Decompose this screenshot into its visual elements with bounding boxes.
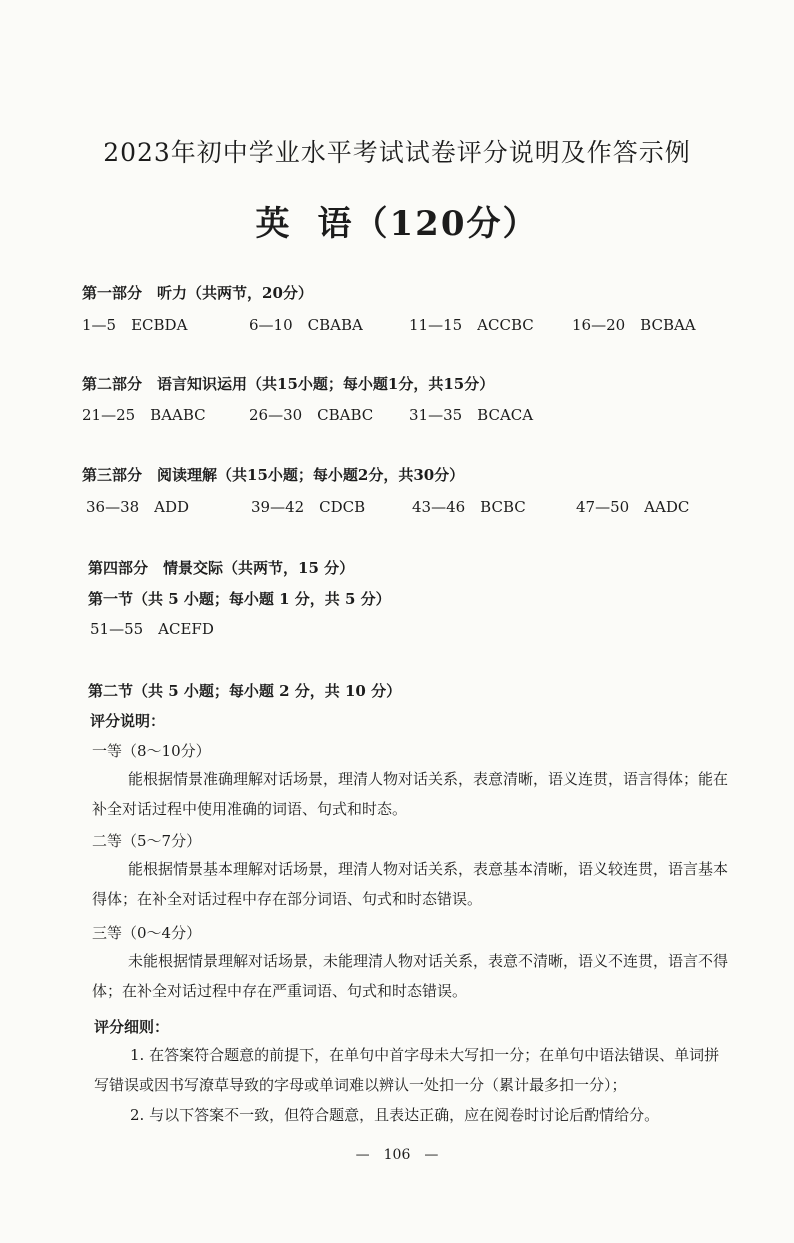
part3-answer-4: 47—50 AADC (576, 498, 690, 516)
part4-section2-heading: 第二节（共 5 小题；每小题 2 分，共 10 分） (88, 682, 402, 700)
part3-answer-2: 39—42 CDCB (251, 498, 366, 516)
subject-char-1: 英 (255, 204, 292, 244)
part1-answer-3: 11—15 ACCBC (409, 316, 534, 334)
part3-answer-3: 43—46 BCBC (412, 498, 526, 516)
part2-answer-1: 21—25 BAABC (82, 406, 206, 424)
part4-heading: 第四部分 情景交际（共两节，15 分） (88, 559, 355, 577)
grade1-text: 能根据情景准确理解对话场景，理清人物对话关系，表意清晰，语义连贯，语言得体；能在补全对话过程中使用准确的词语、句式和时态。 (92, 770, 729, 818)
part4-section1-answer: 51—55 ACEFD (90, 620, 214, 638)
document-title: 2023年初中学业水平考试试卷评分说明及作答示例 (103, 138, 691, 167)
subject-char-2: 语（120分） (317, 204, 539, 244)
part3-heading: 第三部分 阅读理解（共15小题；每小题2分，共30分） (82, 466, 465, 484)
rubric-label: 评分说明： (90, 712, 166, 730)
page-number: — 106 — (355, 1147, 439, 1163)
grade2-label: 二等（5～7分） (92, 832, 202, 850)
part4-section1-heading: 第一节（共 5 小题；每小题 1 分，共 5 分） (88, 590, 391, 608)
part2-answer-3: 31—35 BCACA (409, 406, 534, 424)
grade3-text: 未能根据情景理解对话场景，未能理清人物对话关系，表意不清晰，语义不连贯，语言不得体；在补全对话过程中存在严重词语、句式和时态错误。 (92, 952, 729, 1000)
part1-answer-1: 1—5 ECBDA (82, 316, 188, 334)
part1-answer-4: 16—20 BCBAA (572, 316, 696, 334)
grade1-label: 一等（8～10分） (92, 742, 211, 760)
part3-answer-1: 36—38 ADD (86, 498, 190, 516)
part2-heading: 第二部分 语言知识运用（共15小题；每小题1分，共15分） (82, 375, 495, 393)
part2-answer-2: 26—30 CBABC (249, 406, 374, 424)
part1-heading: 第一部分 听力（共两节，20分） (82, 284, 313, 302)
details-label: 评分细则： (94, 1018, 170, 1036)
grade3-label: 三等（0～4分） (92, 924, 202, 942)
subject-title (0, 196, 794, 245)
grade2-text: 能根据情景基本理解对话场景，理清人物对话关系，表意基本清晰，语义较连贯，语言基本得体；在补全对话过程中存在部分词语、句式和时态错误。 (92, 860, 729, 908)
part1-answer-2: 6—10 CBABA (249, 316, 363, 334)
detail-2: 2. 与以下答案不一致，但符合题意，且表达正确，应在阅卷时讨论后酌情给分。 (130, 1106, 660, 1124)
detail-1: 1. 在答案符合题意的前提下，在单句中首字母未大写扣一分；在单句中语法错误、单词拼写错误或因书写潦草导致的字母或单词难以辨认一处扣一分（累计最多扣一分）； (94, 1046, 720, 1094)
